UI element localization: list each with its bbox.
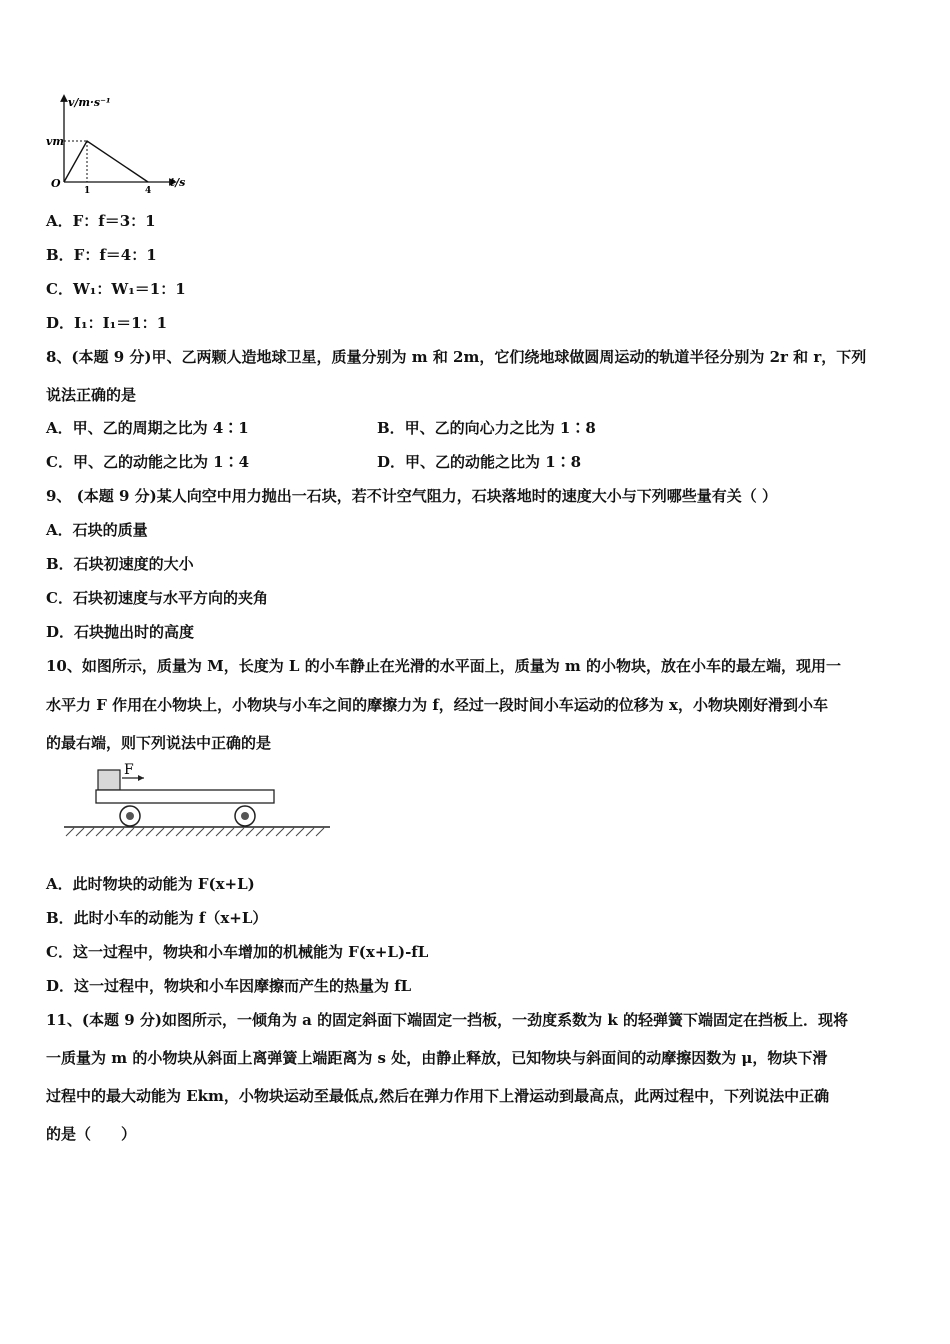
ground-hatching xyxy=(66,828,324,836)
q8-option-d: D．甲、乙的动能之比为 1∶8 xyxy=(377,453,582,471)
q9-option-b: B．石块初速度的大小 xyxy=(46,555,194,573)
q11-stem-line1: 11、(本题 9 分)如图所示，一倾角为 a 的固定斜面下端固定一挡板，一劲度系数为 k 的轻弹簧下端固定在挡板上．现将 xyxy=(46,1011,848,1029)
q10-option-b: B．此时小车的动能为 f（x+L） xyxy=(46,909,268,927)
velocity-curve xyxy=(64,141,148,182)
origin-label: O xyxy=(51,177,61,190)
tick-1: 1 xyxy=(84,186,91,196)
q10-option-c: C．这一过程中，物块和小车增加的机械能为 F(x+L)-fL xyxy=(46,943,429,961)
q9-option-d: D．石块抛出时的高度 xyxy=(46,623,195,641)
velocity-time-graph xyxy=(40,92,200,197)
force-label: F xyxy=(124,762,134,778)
q8-option-c: C．甲、乙的动能之比为 1∶4 xyxy=(46,453,250,471)
cart-wheel-left-hub xyxy=(126,812,134,820)
q10-option-a: A．此时物块的动能为 F(x+L) xyxy=(46,875,255,893)
q10-stem-line1: 10、如图所示，质量为 M，长度为 L 的小车静止在光滑的水平面上，质量为 m 的小物块，放在小车的最左端，现用一 xyxy=(46,657,842,675)
q10-stem-line2: 水平力 F 作用在小物块上，小物块与小车之间的摩擦力为 f，经过一段时间小车运动的位移为 x，小物块刚好滑到小车 xyxy=(46,696,828,714)
q11-stem-line4: 的是（ ） xyxy=(46,1125,137,1143)
q9-option-a: A．石块的质量 xyxy=(46,521,148,539)
q8-option-a: A．甲、乙的周期之比为 4∶1 xyxy=(46,419,249,437)
q7-option-b: B．F：f＝4：1 xyxy=(46,246,157,264)
cart-body xyxy=(96,790,274,803)
q9-option-c: C．石块初速度与水平方向的夹角 xyxy=(46,589,268,607)
q8-stem-line1: 8、(本题 9 分)甲、乙两颗人造地球卫星，质量分别为 m 和 2m，它们绕地球做圆周运动的轨道半径分别为 2r 和 r，下列 xyxy=(46,348,867,366)
y-axis-label: v/m·s⁻¹ xyxy=(68,96,111,109)
q11-stem-line3: 过程中的最大动能为 Ekm，小物块运动至最低点,然后在弹力作用下上滑运动到最高点，此两过程中，下列说法中正确 xyxy=(46,1087,830,1105)
q7-option-a: A．F：f＝3：1 xyxy=(46,212,156,230)
q8-option-b: B．甲、乙的向心力之比为 1∶8 xyxy=(377,419,596,437)
q7-option-d: D．I₁：I₁＝1：1 xyxy=(46,314,168,332)
cart-block-figure xyxy=(60,760,340,845)
cart-wheel-right-hub xyxy=(241,812,249,820)
tick-4: 4 xyxy=(145,186,152,196)
q8-stem-line2: 说法正确的是 xyxy=(46,386,137,404)
t-axis-label: t/s xyxy=(170,176,186,189)
vm-label: vm xyxy=(46,135,65,148)
small-block xyxy=(98,770,120,790)
q7-option-c: C．W₁：W₁＝1：1 xyxy=(46,280,186,298)
q11-stem-line2: 一质量为 m 的小物块从斜面上离弹簧上端距离为 s 处，由静止释放，已知物块与斜面间的动摩擦因数为 μ，物块下滑 xyxy=(46,1049,828,1067)
force-arrow-head xyxy=(138,775,144,781)
q10-option-d: D．这一过程中，物块和小车因摩擦而产生的热量为 fL xyxy=(46,977,412,995)
q10-stem-line3: 的最右端，则下列说法中正确的是 xyxy=(46,734,272,752)
q9-stem: 9、 (本题 9 分)某人向空中用力抛出一石块，若不计空气阻力，石块落地时的速度大小与下列哪些量有关（ ） xyxy=(46,487,777,505)
